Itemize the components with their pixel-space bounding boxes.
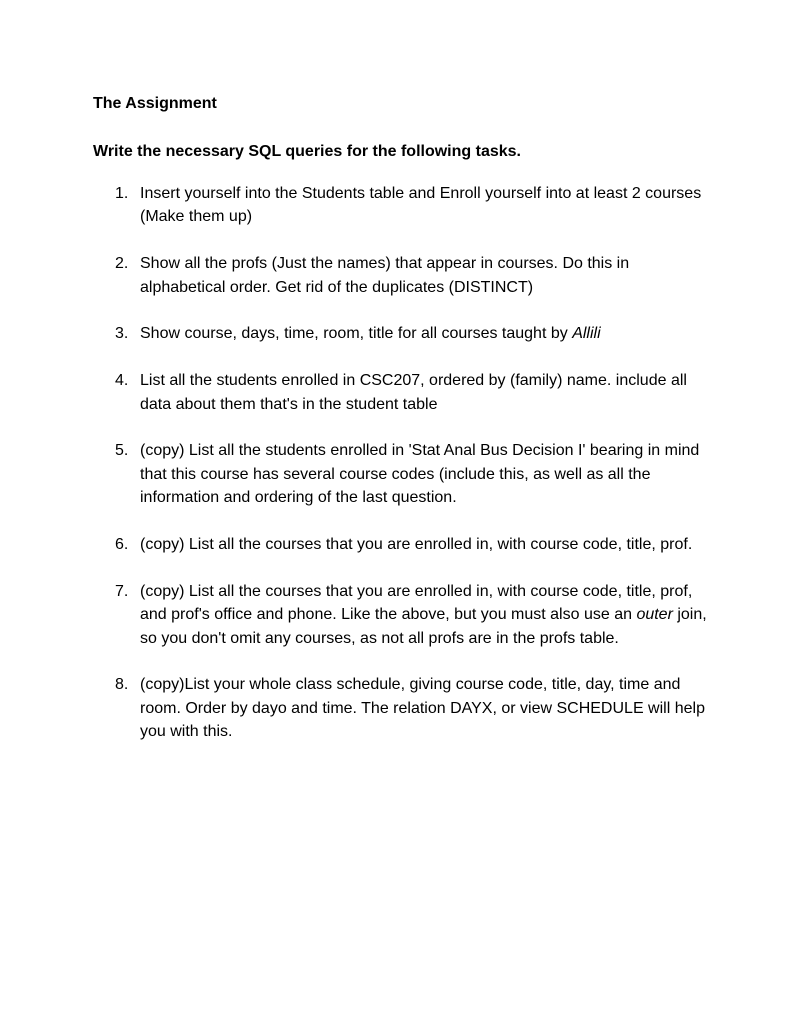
- task-item: [93, 182, 713, 229]
- task-text: List all the students enrolled in CSC207, ordered by (family) name. include all data about them that's in the student table: [140, 372, 687, 413]
- task-number: 4.: [115, 372, 129, 390]
- task-text: (copy)List your whole class schedule, giving course code, title, day, time and room. Order by dayo and time. The relation DAYX, or view SCHEDULE will help you with this.: [140, 676, 705, 741]
- task-number: 8.: [115, 676, 129, 694]
- document-title: The Assignment: [93, 95, 217, 112]
- task-text-italic: Allili: [572, 325, 601, 343]
- task-list: [93, 182, 713, 767]
- task-text-segment: join, so you don't omit any courses, as not all profs are in the profs table.: [140, 606, 707, 647]
- task-number: 6.: [115, 536, 129, 554]
- task-item: [93, 533, 713, 556]
- task-item: [93, 673, 713, 743]
- task-text-segment: Show course, days, time, room, title for all courses taught by: [140, 325, 573, 343]
- task-item: [93, 369, 713, 416]
- task-text: [140, 325, 601, 342]
- task-number: 5.: [115, 442, 129, 460]
- task-item: [93, 580, 713, 650]
- task-text-italic: outer: [636, 606, 673, 624]
- task-text: Insert yourself into the Students table and Enroll yourself into at least 2 courses (Make them up): [140, 185, 702, 226]
- task-text: (copy) List all the courses that you are enrolled in, with course code, title, prof.: [140, 536, 693, 554]
- task-item: [93, 252, 713, 299]
- task-text-segment: (copy) List all the courses that you are enrolled in, with course code, title, prof, and prof's office and phone. Like the above, but you must also use an: [140, 582, 693, 624]
- task-text: [140, 583, 707, 647]
- task-number: 1.: [115, 185, 129, 202]
- task-text: (copy) List all the students enrolled in 'Stat Anal Bus Decision I' bearing in mind that this course has several course codes (include this, as well as all the information and ordering of the last question.: [140, 442, 700, 507]
- task-number: 2.: [115, 255, 129, 273]
- document-subtitle: Write the necessary SQL queries for the following tasks.: [93, 143, 521, 160]
- task-text: Show all the profs (Just the names) that appear in courses. Do this in alphabetical order. Get rid of the duplicates (DISTINCT): [140, 255, 630, 296]
- task-item: [93, 322, 713, 345]
- task-number: 7.: [115, 582, 129, 600]
- task-item: [93, 439, 713, 509]
- task-number: 3.: [115, 325, 129, 343]
